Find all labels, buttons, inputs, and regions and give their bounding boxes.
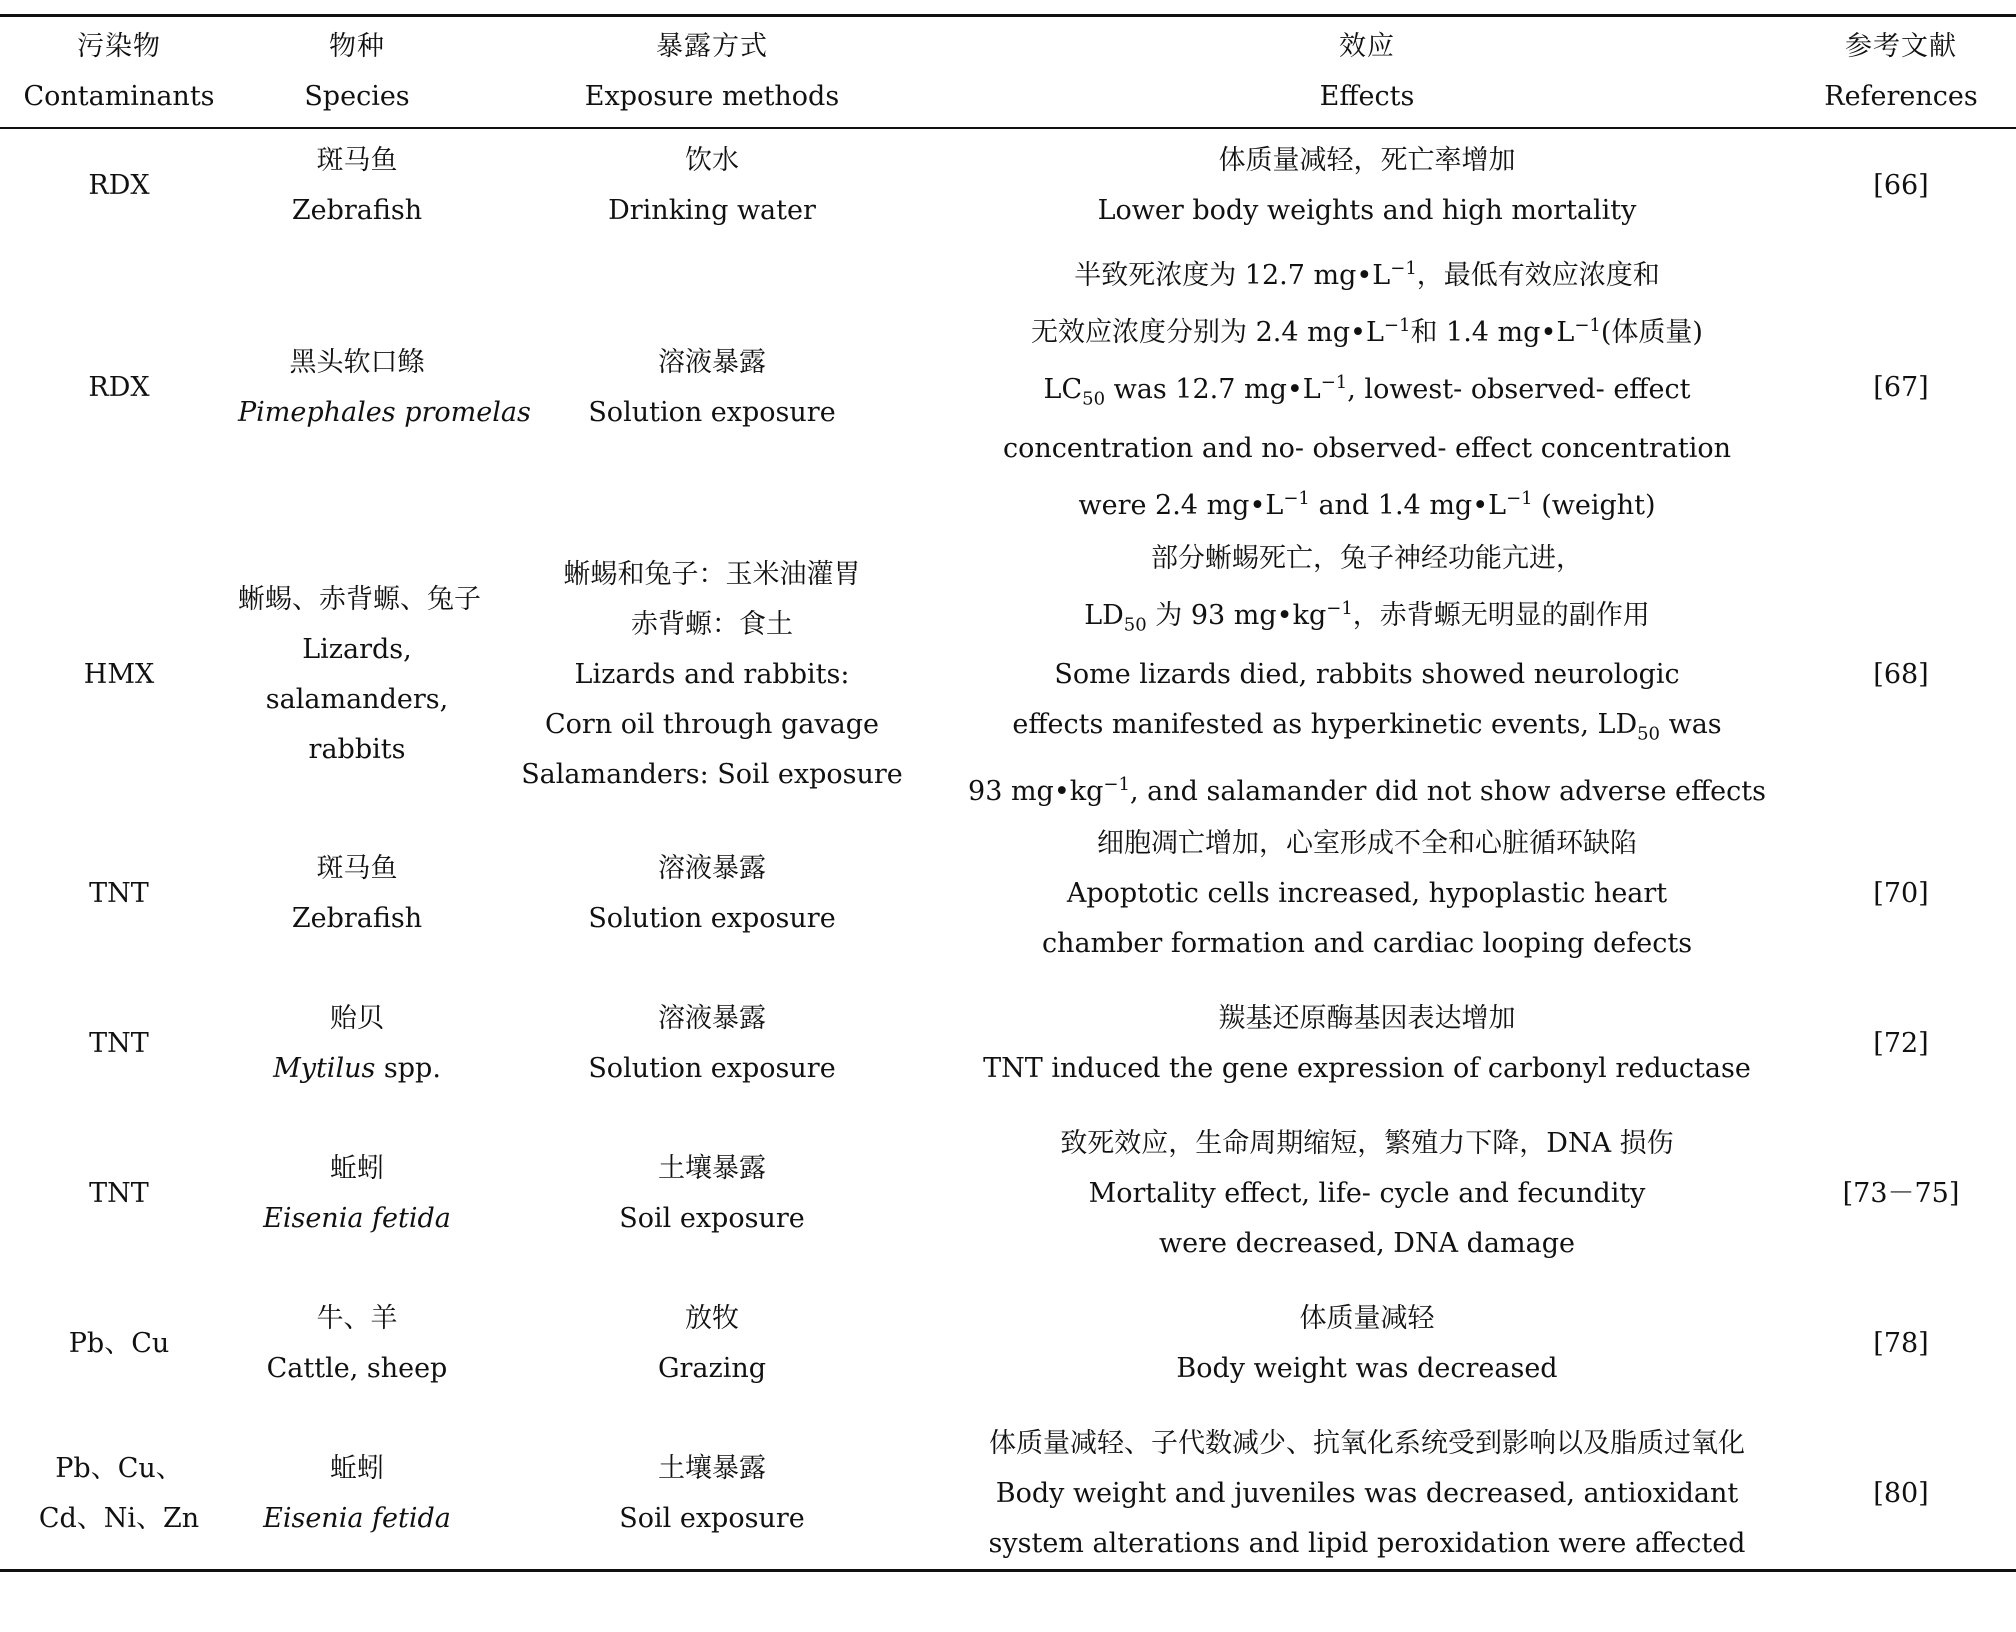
contaminant-text: HMX	[83, 659, 155, 691]
species-text: salamanders,	[265, 684, 449, 716]
cell-exposure	[476, 244, 948, 531]
exposure-text: 土壤暴露	[658, 1453, 766, 1485]
effects-text: Some lizards died, rabbits showed neurologic	[1054, 659, 1680, 691]
reference-text: [73－75]	[1842, 1178, 1960, 1210]
species-text: Mytilus spp.	[273, 1053, 441, 1085]
cell-reference	[1786, 1419, 2016, 1569]
cell-exposure	[476, 1119, 948, 1269]
species-text: Eisenia fetida	[263, 1203, 451, 1235]
cell-species	[238, 1119, 476, 1269]
effects-text: Lower body weights and high mortality	[1097, 194, 1637, 226]
exposure-text: 放牧	[685, 1303, 739, 1335]
effects-text: 93 $mg•kg^{-1}$, and salamander did not show adverse effects	[968, 773, 1766, 807]
cell-species	[238, 819, 476, 969]
species-text: 蜥蜴、赤背螈、兔子	[238, 584, 481, 616]
reference-text: [80]	[1873, 1478, 1929, 1510]
exposure-text: Salamanders: Soil exposure	[521, 759, 903, 791]
effects-text: were decreased, DNA damage	[1159, 1228, 1575, 1260]
species-text: Zebrafish	[291, 903, 423, 935]
cell-species	[238, 1269, 476, 1419]
species-text: 黑头软口鲦	[289, 346, 425, 378]
cell-contaminant	[0, 1419, 238, 1569]
cell-exposure	[476, 1419, 948, 1569]
cell-contaminant	[0, 969, 238, 1119]
contaminant-text: Pb、Cu、	[55, 1453, 183, 1485]
table-row	[0, 531, 2016, 819]
effects-text: Body weight and juveniles was decreased, antioxidant	[995, 1478, 1739, 1510]
exposure-text: 赤背螈：食土	[631, 609, 793, 641]
effects-text: 体质量减轻，死亡率增加	[1218, 144, 1516, 176]
cell-contaminant	[0, 127, 238, 244]
species-text: 贻贝	[330, 1003, 384, 1035]
cell-species	[238, 531, 481, 819]
species-text: 蚯蚓	[330, 1153, 384, 1185]
effects-text: were 2.4 $mg•L^{-1}$ and 1.4 $mg•L^{-1}$ (weight)	[1078, 488, 1656, 522]
effects-text: TNT induced the gene expression of carbonyl reductase	[983, 1053, 1751, 1085]
cell-contaminant	[0, 1119, 238, 1269]
table-row	[0, 244, 2016, 531]
table-row	[0, 819, 2016, 969]
header-species: 物种 Species	[304, 31, 410, 112]
effects-text: 体质量减轻、子代数减少、抗氧化系统受到影响以及脂质过氧化	[989, 1428, 1745, 1460]
species-text: Pimephales promelas	[238, 396, 531, 428]
effects-text: $LD_{50}$ 为 93 $mg•kg^{-1}$，赤背螈无明显的副作用	[1084, 598, 1650, 636]
cell-species	[238, 1419, 476, 1569]
species-text: 斑马鱼	[316, 144, 398, 176]
cell-effects	[948, 127, 1786, 244]
cell-reference	[1786, 531, 2016, 819]
species-text: 斑马鱼	[316, 853, 398, 885]
header-effects: 效应 Effects	[1319, 31, 1415, 112]
effects-text: Apoptotic cells increased, hypoplastic heart	[1066, 878, 1668, 910]
species-text: rabbits	[308, 734, 406, 766]
reference-text: [72]	[1873, 1028, 1929, 1060]
cell-reference	[1786, 1269, 2016, 1419]
effects-text: Mortality effect, life- cycle and fecundity	[1088, 1178, 1646, 1210]
exposure-text: Corn oil through gavage	[545, 709, 879, 741]
header-references: 参考文献 References	[1824, 31, 1978, 112]
exposure-text: Drinking water	[608, 194, 816, 226]
effects-text: 无效应浓度分别为 2.4 $mg•L^{-1}$和 1.4 $mg•L^{-1}$(体质量)	[1031, 315, 1703, 348]
reference-text: [70]	[1873, 878, 1929, 910]
table-body	[0, 127, 2016, 1569]
cell-effects	[948, 969, 1786, 1119]
exposure-text: Solution exposure	[588, 903, 836, 935]
reference-text: [66]	[1873, 169, 1929, 201]
cell-reference	[1786, 244, 2016, 531]
cell-exposure	[476, 531, 948, 819]
exposure-text: 蜥蜴和兔子：玉米油灌胃	[563, 559, 861, 591]
effects-text: concentration and no- observed- effect concentration	[1003, 433, 1731, 465]
effects-text: 半致死浓度为 12.7 $mg•L^{-1}$，最低有效应浓度和	[1074, 258, 1660, 291]
cell-contaminant	[0, 531, 238, 819]
reference-text: [67]	[1873, 371, 1929, 403]
reference-text: [78]	[1873, 1328, 1929, 1360]
species-text: Zebrafish	[291, 194, 423, 226]
cell-exposure	[476, 819, 948, 969]
exposure-text: 溶液暴露	[658, 346, 766, 378]
contaminant-text: Cd、Ni、Zn	[38, 1503, 200, 1535]
effects-text: 体质量减轻	[1299, 1303, 1435, 1335]
contaminant-text: RDX	[88, 169, 150, 201]
data-table	[0, 17, 2016, 1569]
contaminant-text: RDX	[88, 371, 150, 403]
effects-text: $LC_{50}$ was 12.7 $mg•L^{-1}$, lowest- observed- effect	[1043, 372, 1691, 410]
exposure-text: Solution exposure	[588, 1053, 836, 1085]
cell-contaminant	[0, 819, 238, 969]
table-row	[0, 1269, 2016, 1419]
species-text: Cattle, sheep	[266, 1353, 448, 1385]
species-text: Lizards,	[302, 634, 412, 666]
exposure-text: Soil exposure	[619, 1503, 805, 1535]
exposure-text: 土壤暴露	[658, 1153, 766, 1185]
cell-reference	[1786, 127, 2016, 244]
exposure-text: Lizards and rabbits:	[574, 659, 850, 691]
cell-species	[238, 244, 531, 531]
header-row	[0, 17, 2016, 127]
species-text: 蚯蚓	[330, 1453, 384, 1485]
species-text: Eisenia fetida	[263, 1503, 451, 1535]
table-row	[0, 969, 2016, 1119]
species-text: 牛、羊	[316, 1303, 398, 1335]
effects-text: 细胞凋亡增加，心室形成不全和心脏循环缺陷	[1097, 828, 1637, 860]
contaminant-text: TNT	[89, 1028, 149, 1060]
header-exposure: 暴露方式 Exposure methods	[584, 31, 840, 112]
contaminant-text: TNT	[89, 1178, 149, 1210]
exposure-text: 饮水	[685, 144, 739, 176]
reference-text: [68]	[1873, 659, 1929, 691]
exposure-text: Grazing	[657, 1353, 767, 1385]
effects-text: system alterations and lipid peroxidation were affected	[988, 1528, 1746, 1560]
effects-text: 致死效应，生命周期缩短，繁殖力下降，DNA 损伤	[1060, 1128, 1674, 1160]
cell-effects	[948, 244, 1786, 531]
contaminant-text: Pb、Cu	[68, 1328, 170, 1360]
header-contaminants: 污染物 Contaminants	[23, 31, 215, 112]
cell-exposure	[476, 969, 948, 1119]
table-row	[0, 127, 2016, 244]
cell-species	[238, 127, 476, 244]
bottom-rule	[0, 1569, 2016, 1572]
exposure-text: 溶液暴露	[658, 1003, 766, 1035]
cell-reference	[1786, 819, 2016, 969]
table-row	[0, 1119, 2016, 1269]
cell-exposure	[476, 1269, 948, 1419]
cell-reference	[1786, 1119, 2016, 1269]
contaminant-text: TNT	[89, 878, 149, 910]
effects-text: effects manifested as hyperkinetic events, $LD_{50}$ was	[1012, 709, 1722, 745]
cell-contaminant	[0, 1269, 238, 1419]
exposure-text: Soil exposure	[619, 1203, 805, 1235]
effects-text: Body weight was decreased	[1176, 1353, 1558, 1385]
effects-text: 部分蜥蜴死亡，兔子神经功能亢进，	[1151, 543, 1583, 574]
cell-effects	[948, 531, 1786, 819]
exposure-text: Solution exposure	[588, 396, 836, 428]
effects-text: chamber formation and cardiac looping defects	[1041, 928, 1693, 960]
cell-effects	[948, 1119, 1786, 1269]
cell-species	[238, 969, 476, 1119]
cell-effects	[948, 1269, 1786, 1419]
cell-effects	[948, 819, 1786, 969]
exposure-text: 溶液暴露	[658, 853, 766, 885]
cell-reference	[1786, 969, 2016, 1119]
cell-effects	[948, 1419, 1786, 1569]
cell-exposure	[476, 127, 948, 244]
table-row	[0, 1419, 2016, 1569]
effects-text: 羰基还原酶基因表达增加	[1218, 1003, 1516, 1035]
cell-contaminant	[0, 244, 238, 531]
